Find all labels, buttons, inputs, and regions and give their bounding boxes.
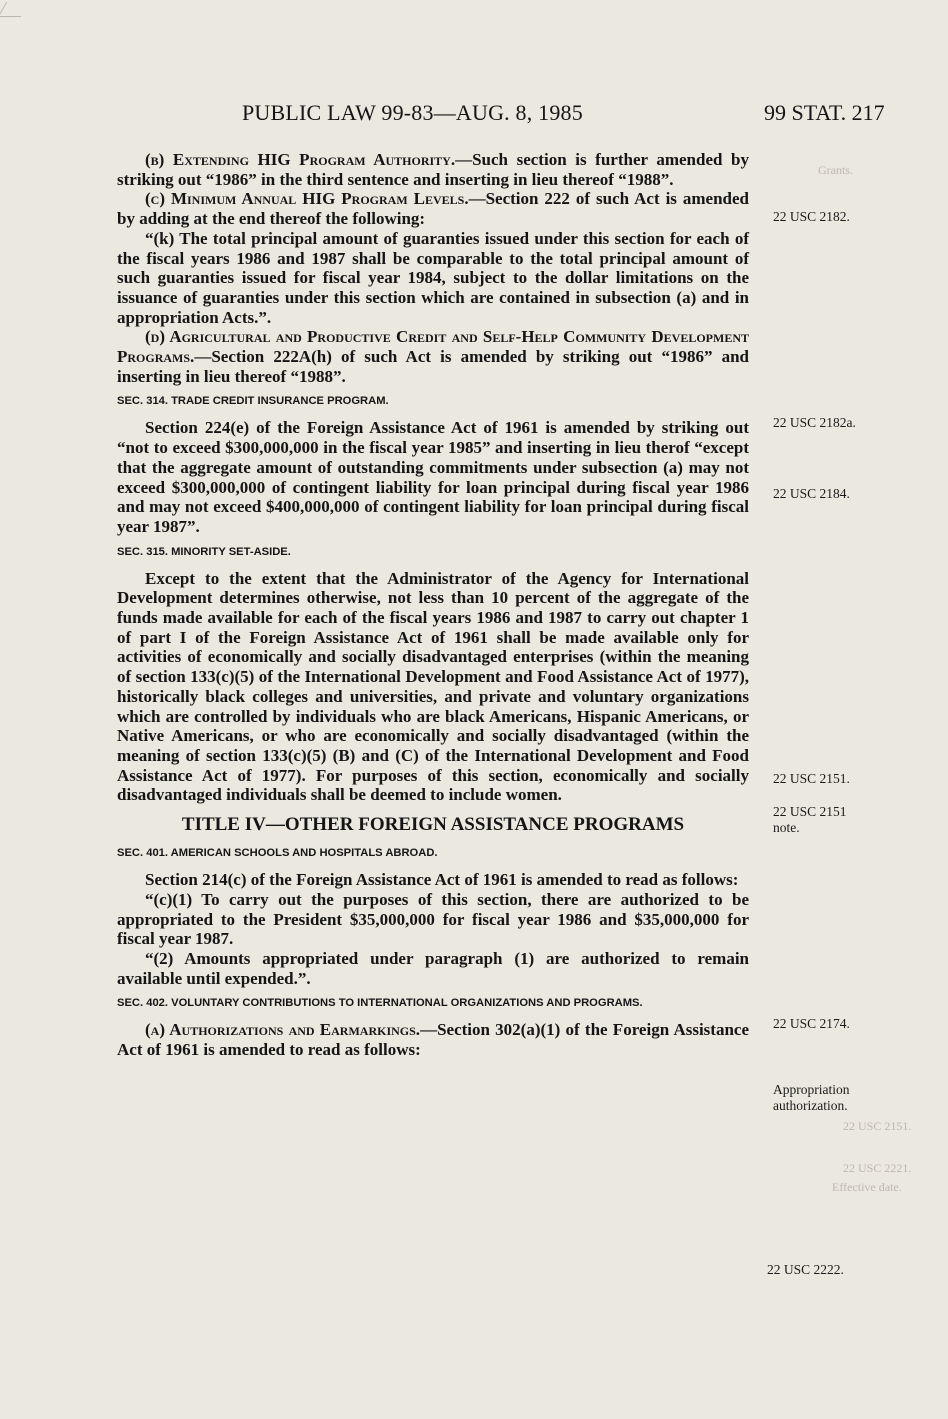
bleed-through-note: 22 USC 2221. <box>843 1161 912 1175</box>
bleed-through-note: 22 USC 2151. <box>843 1119 912 1133</box>
paragraph: “(k) The total principal amount of guaranties issued under this section for each of the fiscal years 1986 and 1987 shall be comparable to the total principal amount of such guaranties issued for fiscal year 1984, subject to the dollar limitations on the issuance of guaranties under this section which are contained in subsection (a) and in appropriation Acts.”. <box>117 228 749 327</box>
margin-note-appropriation: Appropriation authorization. <box>773 1082 850 1113</box>
margin-citation: 22 USC 2174. <box>773 1016 850 1031</box>
paragraph: “(2) Amounts appropriated under paragraph (1) are authorized to remain available until expended.”. <box>117 948 749 988</box>
paragraph-text: —Section 222A(h) of such Act is amended by striking out “1986” and inserting in lieu thereof “1988”. <box>117 347 749 386</box>
paragraph-heading: (b) Extending HIG Program Authority. <box>145 150 456 169</box>
paragraph: Section 214(c) of the Foreign Assistance Act of 1961 is amended to read as follows: <box>145 870 739 890</box>
paragraph <box>117 327 749 386</box>
paragraph-text: —Such section is further amended by striking out “1986” in the third sentence and inserting in lieu thereof “1988”. <box>117 150 749 189</box>
paragraph-text: —Section 302(a)(1) of the Foreign Assistance Act of 1961 is amended to read as follows: <box>117 1020 749 1060</box>
paragraph-text: —Section 222 of such Act is amended by adding at the end thereof the following: <box>117 189 749 229</box>
section-heading-315: SEC. 315. MINORITY SET-ASIDE. <box>117 545 291 558</box>
margin-citation: 22 USC 2184. <box>773 486 850 501</box>
section-heading-314: SEC. 314. TRADE CREDIT INSURANCE PROGRAM. <box>117 395 389 408</box>
paragraph <box>117 1020 749 1059</box>
page-corner-mark <box>0 2 29 17</box>
paragraph: Except to the extent that the Administrator of the Agency for International Development determines otherwise, not less than 10 percent of the aggregate of the funds made available for each of the fiscal years 1986 and 1987 to carry out chapter 1 of part I of the Foreign Assistance Act of 1961 shall be made available only for activities of economically and socially disadvantaged enterprises (within the meaning of section 133(c)(5) of the International Development and Food Assistance Act of 1977), historically black colleges and universities, and private and voluntary organizations which are controlled by individuals who are black Americans, Hispanic Americans, or Native Americans, or who are economically and socially disadvantaged (within the meaning of section 133(c)(5) (B) and (C) of the International Development and Food Assistance Act of 1977). For purposes of this section, economically and socially disadvantaged individuals shall be deemed to include women. <box>117 568 749 805</box>
margin-citation: 22 USC 2151 note. <box>773 804 847 835</box>
running-header-title: PUBLIC LAW 99-83—AUG. 8, 1985 <box>242 100 583 125</box>
running-header-stat: 99 STAT. 217 <box>764 100 885 125</box>
paragraph-heading: (c) Minimum Annual HIG Program Levels. <box>145 189 469 209</box>
margin-citation: 22 USC 2182a. <box>773 415 856 430</box>
margin-citation: 22 USC 2222. <box>767 1262 844 1277</box>
paragraph <box>117 150 749 189</box>
section-heading-402: SEC. 402. VOLUNTARY CONTRIBUTIONS TO INTERNATIONAL ORGANIZATIONS AND PROGRAMS. <box>117 997 643 1010</box>
document-body <box>117 150 749 1060</box>
paragraph <box>117 189 749 228</box>
paragraph: Section 224(e) of the Foreign Assistance Act of 1961 is amended by striking out “not to exceed $300,000,000 in the fiscal year 1985” and inserting in lieu therof “except that the aggregate amount of outstanding commitments under subsection (a) may not exceed $300,000,000 of contingent liability for loan principal during fiscal year 1986 and may not exceed $400,000,000 of contingent liability for loan principal during fiscal year 1987”. <box>117 418 749 536</box>
section-heading-401: SEC. 401. AMERICAN SCHOOLS AND HOSPITALS ABROAD. <box>117 847 438 860</box>
margin-citation: 22 USC 2182. <box>773 209 850 224</box>
margin-citation: 22 USC 2151. <box>773 771 850 786</box>
paragraph-heading: (d) Agricultural and Productive Credit and Self-Help Community Development Programs. <box>117 327 749 367</box>
bleed-through-note: Grants. <box>818 163 853 177</box>
bleed-through-note: Effective date. <box>832 1180 902 1194</box>
title-heading: TITLE IV—OTHER FOREIGN ASSISTANCE PROGRAMS <box>181 814 685 836</box>
paragraph-heading: (a) Authorizations and Earmarkings. <box>145 1020 421 1040</box>
paragraph: “(c)(1) To carry out the purposes of this section, there are authorized to be appropriated to the President $35,000,000 for fiscal year 1986 and $35,000,000 for fiscal year 1987. <box>117 889 749 949</box>
